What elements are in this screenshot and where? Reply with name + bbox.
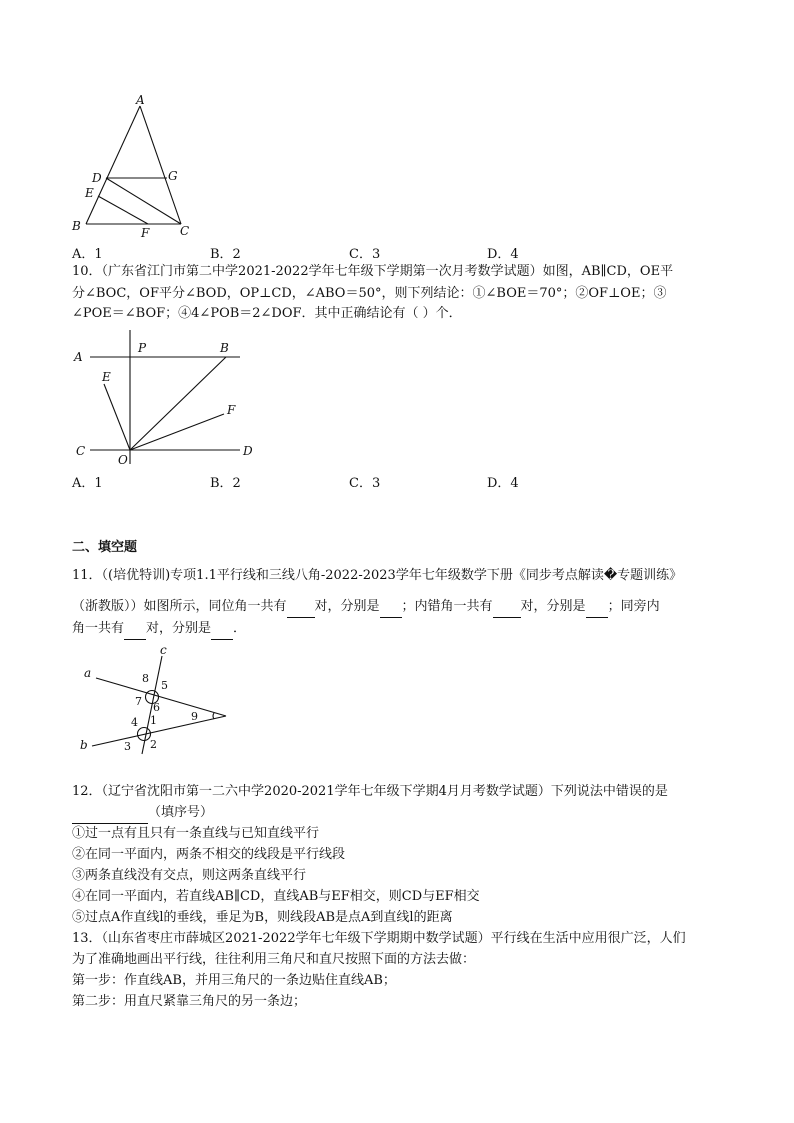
answer-blank[interactable] bbox=[124, 619, 146, 640]
angle-label-1: 1 bbox=[150, 714, 157, 727]
answer-blank[interactable] bbox=[287, 597, 315, 618]
q12-statement-4: ④在同一平面内，若直线AB∥CD，直线AB与EF相交，则CD与EF相交 bbox=[72, 889, 480, 904]
q10-stem-line-1: 10．（广东省江门市第二中学2021-2022学年七年级下学期第一次月考数学试题）如图，AB∥CD，OE平 bbox=[72, 264, 674, 279]
q13-stem-line-2: 为了准确地画出平行线，往往利用三角尺和直尺按照下面的方法去做： bbox=[72, 952, 476, 967]
angle-label-7: 7 bbox=[135, 695, 142, 708]
angle-label-5: 5 bbox=[161, 679, 168, 692]
q11-text: ；同旁内 bbox=[607, 599, 660, 614]
answer-blank[interactable] bbox=[72, 803, 148, 824]
three-lines-figure-q11 bbox=[78, 642, 248, 762]
line-label-c: c bbox=[160, 643, 167, 657]
line-label-a: a bbox=[84, 666, 92, 680]
point-label-e: E bbox=[102, 370, 111, 384]
q13-step-2: 第二步：用直尺紧靠三角尺的另一条边； bbox=[72, 994, 307, 1009]
q11-text: 对，分别是 bbox=[520, 599, 586, 614]
q13-step-1: 第一步：作直线AB，并用三角尺的一条边贴住直线AB； bbox=[72, 973, 396, 988]
line-label-b: b bbox=[80, 738, 88, 752]
q11-stem-line-1: 11．（(培优特训)专项1.1平行线和三线八角-2022-2023学年七年级数学下册《同步考点解读�专题训练》 bbox=[72, 568, 683, 583]
q10-option-b[interactable]: B．2 bbox=[210, 476, 241, 491]
q10-stem-line-2: 分∠BOC，OF平分∠BOD，OP⊥CD，∠ABO＝50°，则下列结论：①∠BOE＝70°；②OF⊥OE；③ bbox=[72, 286, 667, 301]
q11-text: 角一共有 bbox=[72, 621, 125, 636]
q9-option-a[interactable]: A．1 bbox=[72, 247, 103, 262]
angle-label-2: 2 bbox=[150, 738, 157, 751]
q12-statement-5: ⑤过点A作直线l的垂线，垂足为B，则线段AB是点A到直线l的距离 bbox=[72, 910, 453, 925]
angle-label-9: 9 bbox=[191, 710, 198, 723]
q11-stem-line-2 bbox=[72, 597, 660, 618]
angle-label-4: 4 bbox=[131, 716, 138, 729]
point-label-o: O bbox=[118, 453, 128, 467]
point-label-g: G bbox=[168, 169, 178, 183]
point-label-e: E bbox=[85, 186, 94, 200]
point-label-d: D bbox=[243, 444, 253, 458]
point-label-p: P bbox=[138, 341, 147, 355]
answer-blank[interactable] bbox=[586, 597, 608, 618]
q12-statement-3: ③两条直线没有交点，则这两条直线平行 bbox=[72, 868, 307, 883]
q10-option-c[interactable]: C．3 bbox=[349, 476, 381, 491]
point-label-b: B bbox=[220, 341, 229, 355]
answer-blank[interactable] bbox=[380, 597, 402, 618]
point-label-d: D bbox=[92, 171, 102, 185]
angle-label-6: 6 bbox=[153, 701, 160, 714]
q12-statement-1: ①过一点有且只有一条直线与已知直线平行 bbox=[72, 826, 320, 841]
point-label-f: F bbox=[141, 226, 150, 240]
point-label-c: C bbox=[180, 224, 190, 238]
q11-text: （浙教版））如图所示，同位角一共有 bbox=[72, 599, 287, 614]
answer-blank[interactable] bbox=[211, 619, 233, 640]
q11-text: 对，分别是 bbox=[314, 599, 380, 614]
q10-option-d[interactable]: D．4 bbox=[487, 476, 519, 491]
q11-text: ． bbox=[233, 621, 247, 636]
q10-stem-line-3: ∠POE＝∠BOF；④4∠POB＝2∠DOF．其中正确结论有（ ）个． bbox=[72, 306, 462, 321]
q11-text: ；内错角一共有 bbox=[401, 599, 493, 614]
q12-stem-line-1: 12．（辽宁省沈阳市第一二六中学2020-2021学年七年级下学期4月月考数学试题）下列说法中错误的是 bbox=[72, 784, 668, 799]
q10-option-a[interactable]: A．1 bbox=[72, 476, 103, 491]
point-label-a: A bbox=[74, 350, 83, 364]
q9-option-b[interactable]: B．2 bbox=[210, 247, 241, 262]
q12-statement-2: ②在同一平面内，两条不相交的线段是平行线段 bbox=[72, 847, 346, 862]
point-label-c: C bbox=[76, 444, 86, 458]
q12-stem-line-2 bbox=[72, 803, 213, 824]
q11-stem-line-3 bbox=[72, 619, 246, 640]
point-label-f: F bbox=[227, 403, 236, 417]
section-heading-fill-in: 二、填空题 bbox=[72, 540, 138, 555]
q12-text: （填序号） bbox=[148, 805, 214, 820]
point-label-a: A bbox=[136, 93, 145, 107]
point-label-b: B bbox=[72, 219, 81, 233]
q9-option-c[interactable]: C．3 bbox=[349, 247, 381, 262]
parallel-lines-figure-q10 bbox=[72, 326, 272, 466]
q11-text: 对，分别是 bbox=[146, 621, 212, 636]
q9-option-d[interactable]: D．4 bbox=[487, 247, 519, 262]
angle-label-8: 8 bbox=[142, 672, 149, 685]
q13-stem-line-1: 13．（山东省枣庄市薛城区2021-2022学年七年级下学期期中数学试题）平行线在生活中应用很广泛，人们 bbox=[72, 931, 686, 946]
answer-blank[interactable] bbox=[493, 597, 521, 618]
triangle-figure-q9 bbox=[68, 93, 198, 246]
angle-label-3: 3 bbox=[124, 740, 131, 753]
